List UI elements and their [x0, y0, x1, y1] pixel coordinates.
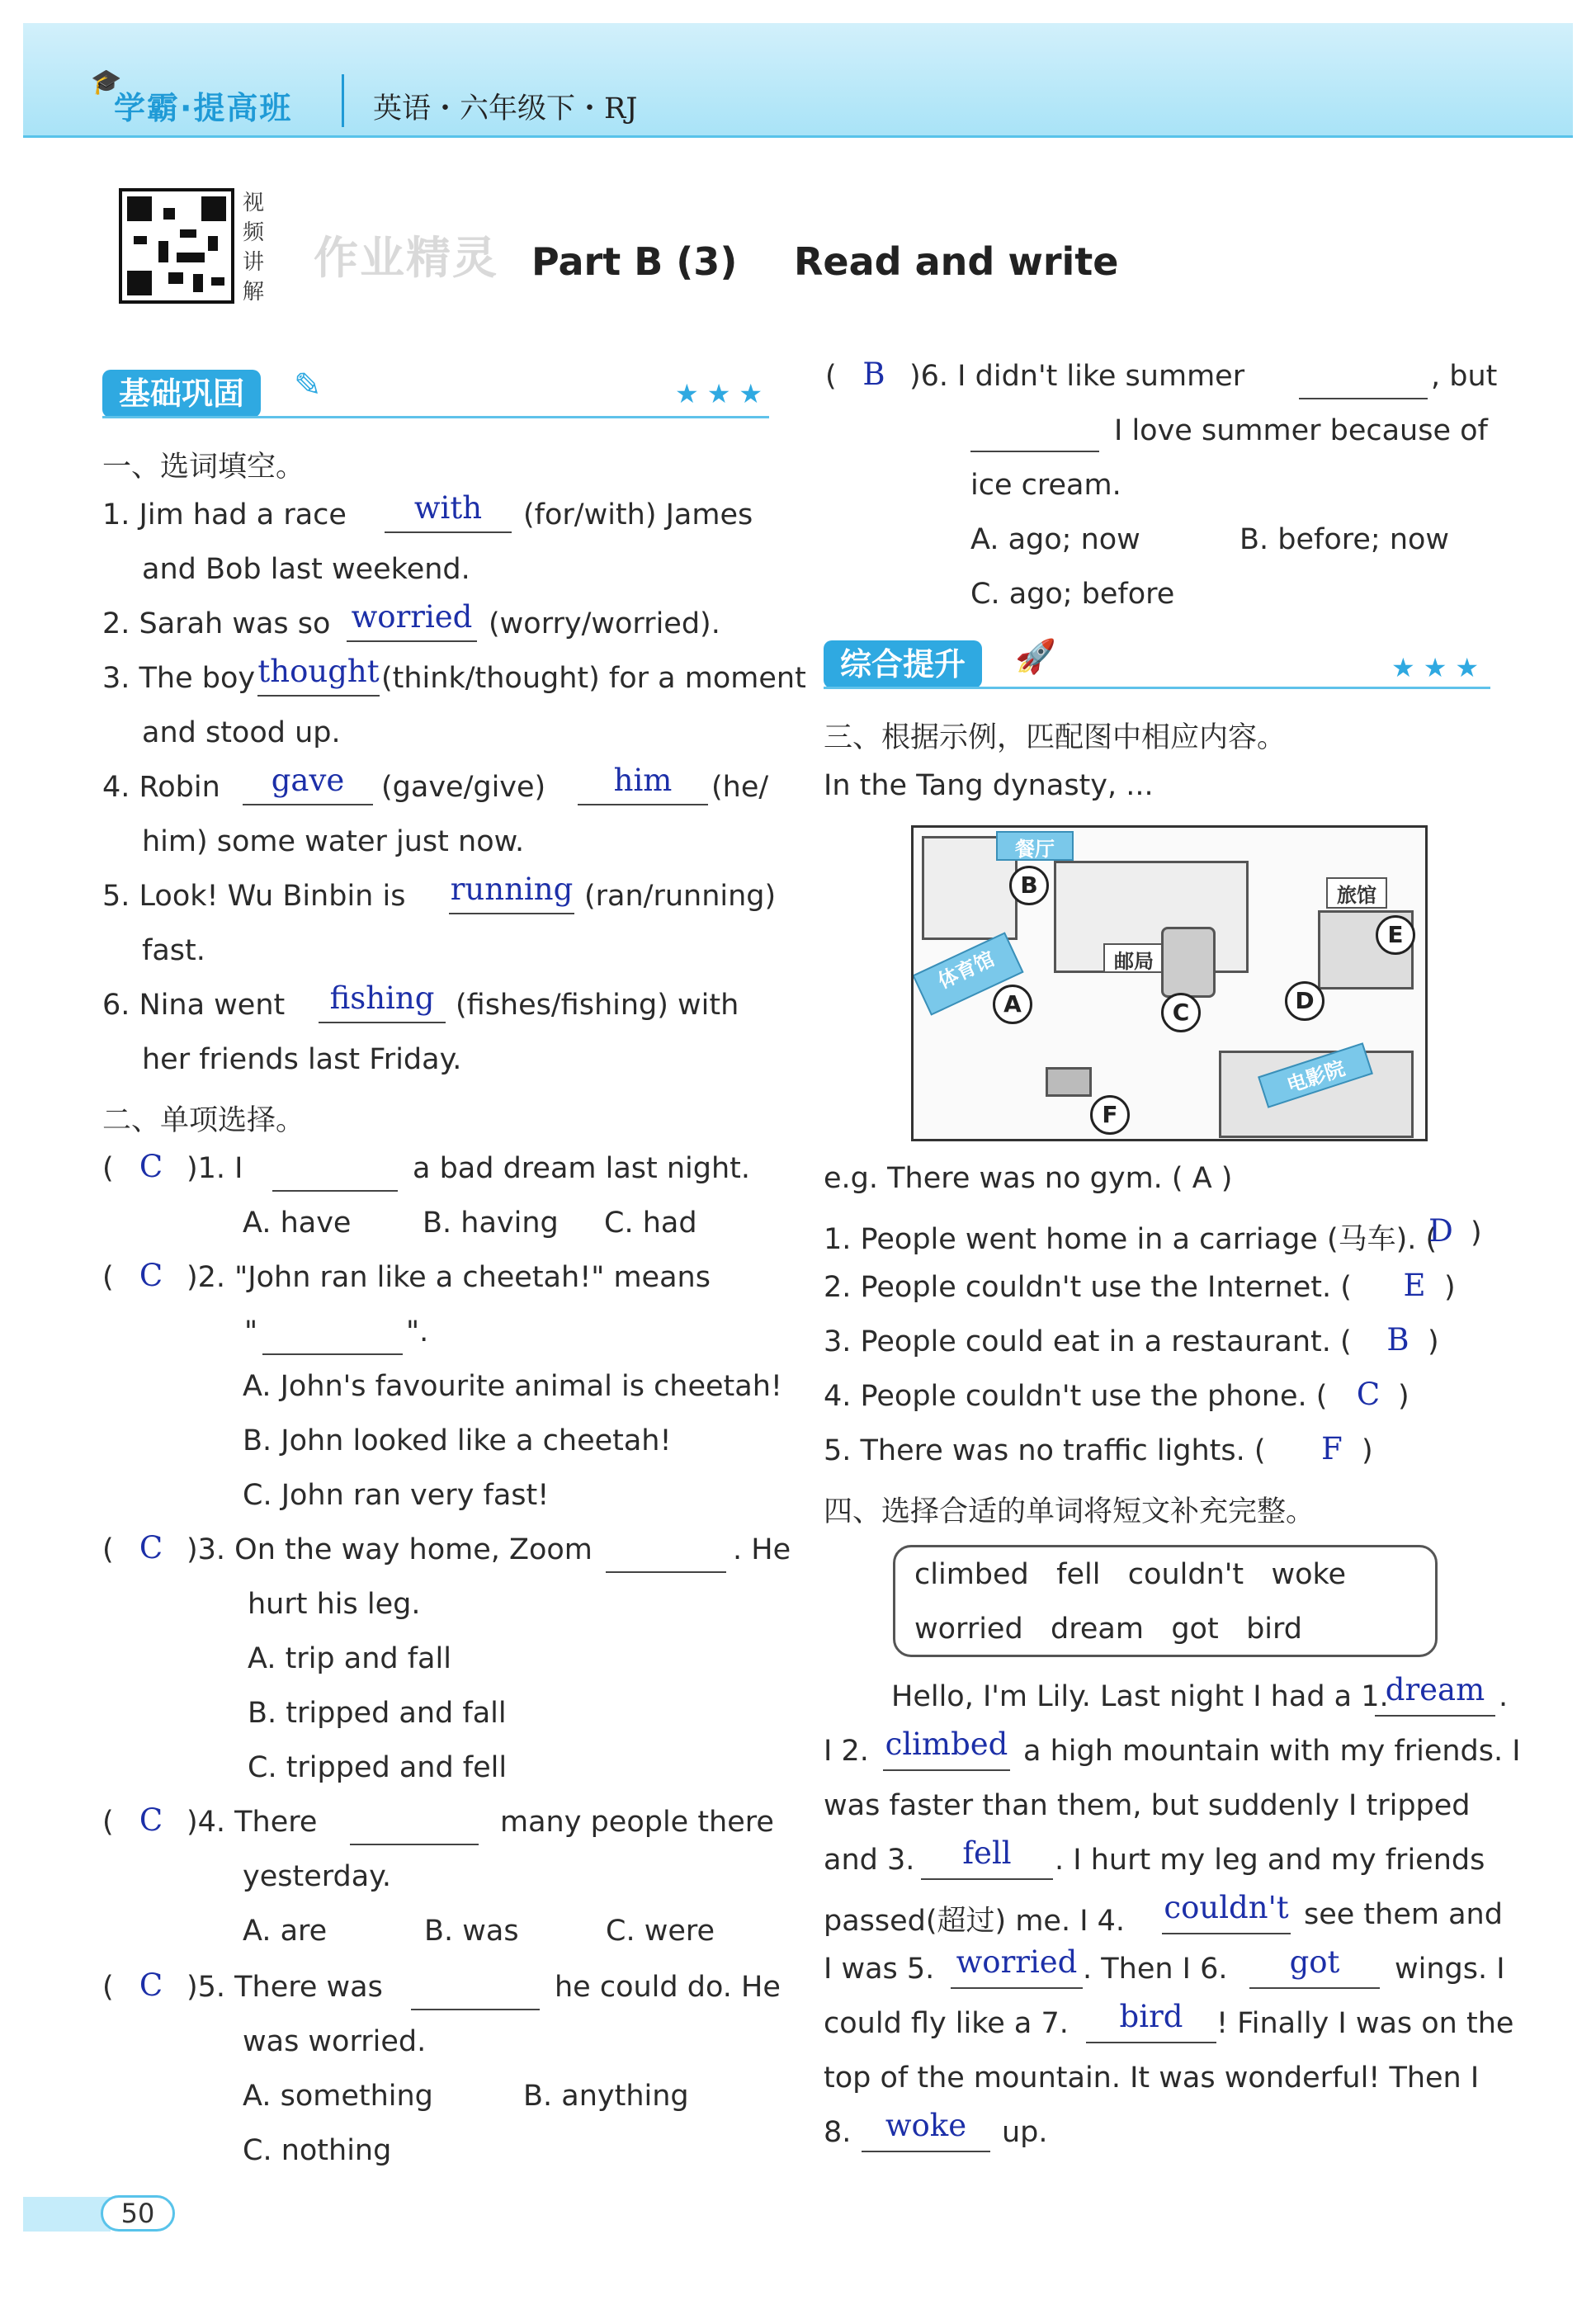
answer-blank — [970, 451, 1099, 452]
p1-item4-answer: gave — [271, 763, 345, 798]
pencil-icon: ✎ — [294, 366, 322, 404]
paren-open: ( — [102, 1152, 114, 1185]
q5-line2: was worried. — [243, 2025, 427, 2058]
p3-item5-answer: F — [1321, 1431, 1343, 1466]
q4-option-b: B. was — [424, 1915, 519, 1948]
scene-mark-b: B — [1009, 866, 1049, 905]
answer-blank — [385, 531, 512, 533]
answer-blank — [1162, 1933, 1291, 1934]
p4-answer2: climbed — [885, 1726, 1008, 1762]
p4-sentence1: Hello, I'm Lily. Last night I had a 1. — [891, 1680, 1389, 1713]
q4-text: )4. There — [187, 1806, 318, 1839]
p3-item3-answer: B — [1386, 1322, 1409, 1358]
answer-blank — [606, 1571, 726, 1573]
p1-item6-options: (fishes/fishing) with — [456, 989, 739, 1022]
p4-sentence7: could fly like a 7. — [824, 2007, 1069, 2040]
p4-end1: . — [1499, 1680, 1509, 1713]
q1-option-c: C. had — [604, 1207, 697, 1240]
paren-open: ( — [102, 1261, 114, 1294]
q3-line2: hurt his leg. — [248, 1588, 421, 1621]
answer-blank — [883, 1769, 1010, 1771]
p1-item2-options: (worry/worried). — [489, 607, 720, 640]
q4-option-c: C. were — [606, 1915, 715, 1948]
cinema-sign: 电影院 — [1258, 1042, 1373, 1108]
p1-item5-text: 5. Look! Wu Binbin is — [102, 880, 406, 913]
q6-line3: ice cream. — [970, 469, 1121, 502]
q3-answer: C — [139, 1530, 163, 1566]
q4-text-rest: many people there — [500, 1806, 774, 1839]
brand-logo: 学霸·提高班 — [114, 90, 293, 126]
dining-hall-sign: 餐厅 — [996, 831, 1074, 861]
answer-blank — [272, 1190, 398, 1192]
part3-intro: In the Tang dynasty, ... — [824, 769, 1154, 802]
p4-sentence2: I 2. — [824, 1735, 869, 1768]
gym-sign: 体育馆 — [912, 932, 1023, 1015]
p4-end7: ! Finally I was on the — [1216, 2007, 1514, 2040]
answer-blank — [1375, 1715, 1495, 1717]
p1-item1-options: (for/with) James — [523, 498, 753, 531]
part3-heading: 三、根据示例，匹配图中相应内容。 — [824, 721, 1287, 754]
p3-item2-answer: E — [1403, 1268, 1426, 1303]
page-tab-decoration — [23, 2197, 111, 2232]
q3-option-c: C. tripped and fell — [248, 1751, 508, 1784]
p4-answer7: bird — [1119, 1999, 1183, 2034]
section-underline — [102, 416, 769, 418]
q1-option-a: A. have — [243, 1207, 352, 1240]
q2-option-b: B. John looked like a cheetah! — [243, 1424, 672, 1457]
p4-answer3: fell — [962, 1835, 1012, 1871]
p3-item4: 4. People couldn't use the phone. ( — [824, 1380, 1328, 1413]
q2-option-a: A. John's favourite animal is cheetah! — [243, 1370, 782, 1403]
p3-item1-answer: D — [1428, 1213, 1453, 1249]
q3-text: )3. On the way home, Zoom — [187, 1533, 593, 1566]
part2-heading: 二、单项选择。 — [102, 1104, 305, 1137]
p4-sentence6: I was 5. — [824, 1953, 935, 1986]
p4-sentence8: top of the mountain. It was wonderful! Then I — [824, 2062, 1480, 2095]
q5-text: )5. There was — [187, 1971, 383, 2004]
p4-end6: wings. I — [1395, 1953, 1505, 1986]
answer-blank — [257, 695, 380, 697]
p1-item3-options: (think/thought) for a moment — [381, 662, 806, 695]
scene-mark-e: E — [1376, 915, 1415, 955]
p4-answer1: dream — [1385, 1672, 1485, 1707]
part4-heading: 四、选择合适的单词将短文补充完整。 — [824, 1495, 1315, 1528]
p1-item4-line2: him) some water just now. — [142, 825, 525, 858]
answer-blank — [319, 1022, 446, 1023]
answer-blank — [862, 2151, 990, 2152]
answer-blank — [347, 640, 477, 642]
p4-answer6: got — [1289, 1944, 1340, 1980]
graduation-cap-icon: 🎓 — [91, 68, 122, 97]
section-underline — [824, 687, 1490, 689]
q1-answer: C — [139, 1149, 163, 1184]
p3-item1: 1. People went home in a carriage (马车). ( — [824, 1223, 1438, 1256]
paren-open: ( — [825, 360, 837, 393]
answer-blank — [243, 804, 373, 805]
p1-item1-answer: with — [413, 490, 483, 526]
scene-traffic-light — [1046, 1067, 1092, 1097]
q1-text: )1. I — [187, 1152, 243, 1185]
paren-open: ( — [102, 1533, 114, 1566]
q6-option-a: A. ago; now — [970, 523, 1140, 556]
p3-item5: 5. There was no traffic lights. ( — [824, 1434, 1266, 1467]
part1-heading: 一、选词填空。 — [102, 451, 305, 484]
p1-item4-answer2: him — [613, 763, 673, 798]
answer-blank — [262, 1353, 403, 1355]
q2-text: )2. "John ran like a cheetah!" means — [187, 1261, 711, 1294]
q2-answer: C — [139, 1258, 163, 1293]
q5-answer: C — [139, 1967, 163, 2003]
p1-item5-answer: running — [450, 871, 574, 907]
p1-item3-line2: and stood up. — [142, 716, 341, 749]
scene-mark-c: C — [1161, 993, 1201, 1032]
q6-line2: I love summer because of — [1114, 414, 1488, 447]
q5-option-a: A. something — [243, 2080, 433, 2113]
p1-item2-answer: worried — [351, 599, 473, 635]
p4-end9: up. — [1002, 2116, 1048, 2149]
paren-open: ( — [102, 1806, 114, 1839]
q5-option-b: B. anything — [523, 2080, 689, 2113]
p3-item2: 2. People couldn't use the Internet. ( — [824, 1271, 1352, 1304]
paren-close: ) — [1471, 1216, 1482, 1249]
page-subtitle: Read and write — [794, 239, 1119, 284]
q2-quote-open: " — [244, 1315, 258, 1348]
p4-end2: a high mountain with my friends. I — [1023, 1735, 1521, 1768]
difficulty-stars: ★★★ — [1391, 652, 1488, 683]
section-basic-banner: 基础巩固 — [102, 370, 261, 418]
q3-option-a: A. trip and fall — [248, 1642, 451, 1675]
q6-text-rest: , but — [1431, 360, 1498, 393]
word-bank-row2: worried dream got bird — [914, 1613, 1303, 1646]
page-number: 50 — [101, 2195, 175, 2232]
p4-end4: . I hurt my leg and my friends — [1055, 1844, 1485, 1877]
p1-item2-text: 2. Sarah was so — [102, 607, 331, 640]
page-title: Part B (3) — [531, 239, 738, 284]
q6-option-b: B. before; now — [1239, 523, 1450, 556]
p4-answer4: couldn't — [1164, 1890, 1289, 1925]
p1-item5-options: (ran/running) — [584, 880, 777, 913]
section-advanced-banner: 综合提升 — [824, 640, 982, 688]
p1-item4-text: 4. Robin — [102, 771, 220, 804]
q3-option-b: B. tripped and fall — [248, 1697, 507, 1730]
difficulty-stars: ★★★ — [675, 378, 772, 409]
subject-label: 英语・六年级下・RJ — [373, 92, 638, 125]
answer-blank — [951, 1987, 1083, 1989]
p3-item3: 3. People could eat in a restaurant. ( — [824, 1325, 1352, 1358]
p4-mid6: . Then I 6. — [1083, 1953, 1228, 1986]
scene-mark-d: D — [1285, 981, 1324, 1021]
header-divider — [342, 74, 344, 127]
answer-blank — [350, 1844, 479, 1845]
p1-item6-line2: her friends last Friday. — [142, 1043, 462, 1076]
q4-answer: C — [139, 1802, 163, 1838]
p1-item1-line2: and Bob last weekend. — [142, 553, 470, 586]
p1-item1-text: 1. Jim had a race — [102, 498, 347, 531]
qr-code[interactable] — [119, 188, 234, 304]
p4-sentence3: was faster than them, but suddenly I tripped — [824, 1789, 1471, 1822]
q2-option-c: C. John ran very fast! — [243, 1479, 550, 1512]
q2-quote-close: ". — [406, 1315, 429, 1348]
p1-item6-answer: fishing — [329, 980, 435, 1016]
rocket-icon: 🚀 — [1015, 638, 1056, 676]
paren-close: ) — [1398, 1380, 1409, 1413]
q6-option-c: C. ago; before — [970, 578, 1175, 611]
scene-mark-f: F — [1090, 1095, 1130, 1135]
q6-text: )6. I didn't like summer — [909, 360, 1245, 393]
answer-blank — [411, 2009, 540, 2010]
hotel-sign: 旅馆 — [1326, 877, 1387, 909]
part3-example: e.g. There was no gym. ( A ) — [824, 1162, 1233, 1195]
answer-blank — [921, 1878, 1053, 1880]
p1-item6-text: 6. Nina went — [102, 989, 286, 1022]
answer-blank — [1086, 2042, 1216, 2043]
p4-answer8: woke — [885, 2108, 967, 2143]
p4-sentence5: passed(超过) me. I 4. — [824, 1905, 1126, 1938]
q1-text-rest: a bad dream last night. — [413, 1152, 751, 1185]
word-bank-row1: climbed fell couldn't woke — [914, 1558, 1347, 1591]
p3-item4-answer: C — [1356, 1377, 1381, 1412]
p4-sentence4: and 3. — [824, 1844, 915, 1877]
q6-answer: B — [862, 357, 885, 392]
p1-item3-answer: thought — [257, 654, 380, 689]
tang-dynasty-scene-illustration — [911, 825, 1428, 1141]
answer-blank — [1299, 398, 1428, 399]
p4-end5: see them and — [1304, 1898, 1503, 1931]
watermark: 作业精灵 — [314, 232, 498, 284]
answer-blank — [449, 913, 574, 914]
paren-open: ( — [102, 1971, 114, 2004]
q4-option-a: A. are — [243, 1915, 328, 1948]
p4-answer5: worried — [956, 1944, 1078, 1980]
p1-item4-options2: (he/ — [711, 771, 769, 804]
answer-blank — [1249, 1987, 1380, 1989]
scene-mark-a: A — [993, 985, 1032, 1024]
p4-sentence9: 8. — [824, 2116, 852, 2149]
p1-item4-options: (gave/give) — [381, 771, 546, 804]
q5-option-c: C. nothing — [243, 2134, 392, 2167]
paren-close: ) — [1444, 1271, 1456, 1304]
p1-item3-text: 3. The boy — [102, 662, 256, 695]
q4-line2: yesterday. — [243, 1860, 392, 1893]
paren-close: ) — [1362, 1434, 1373, 1467]
p1-item5-line2: fast. — [142, 934, 205, 967]
post-office-sign: 邮局 — [1103, 943, 1164, 973]
paren-close: ) — [1428, 1325, 1439, 1358]
q1-option-b: B. having — [423, 1207, 559, 1240]
q3-text-rest: . He — [733, 1533, 791, 1566]
q5-text-rest: he could do. He — [555, 1971, 781, 2004]
video-lecture-label: 视频讲解 — [243, 191, 265, 305]
scene-phone — [1161, 927, 1216, 998]
answer-blank — [578, 804, 708, 805]
